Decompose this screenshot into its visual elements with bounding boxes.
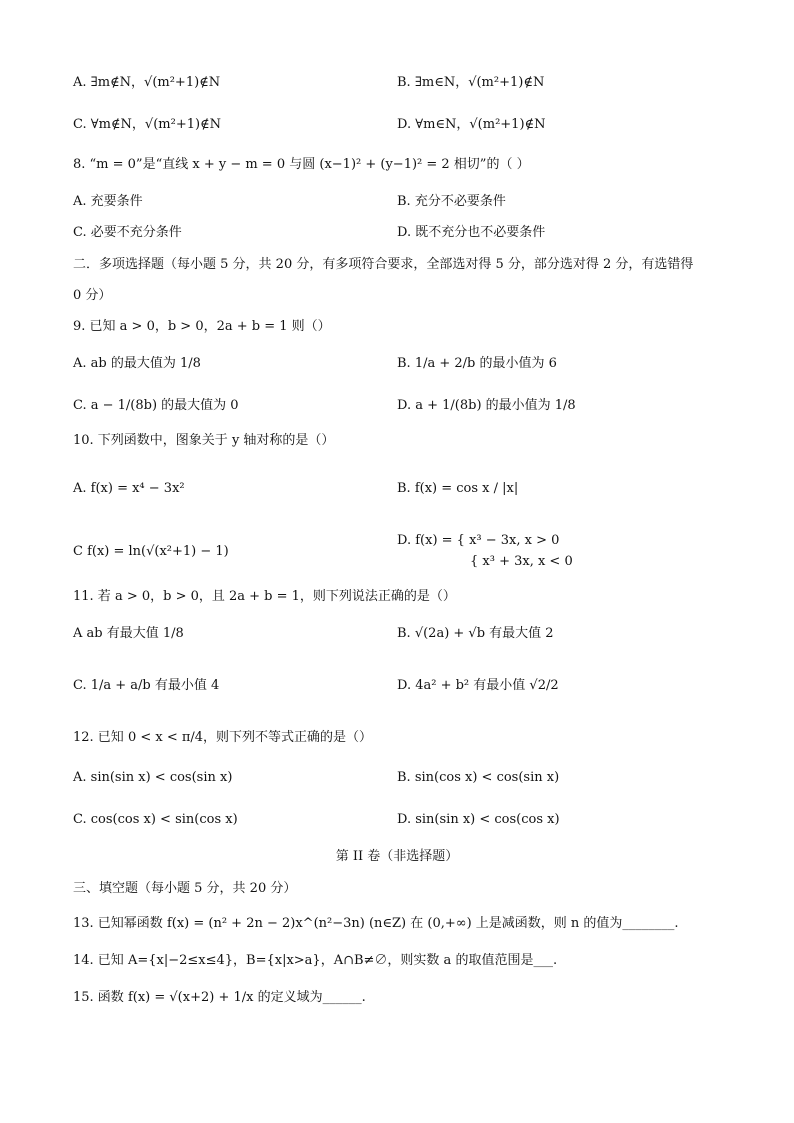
q11-option-b: B. √(2a) + √b 有最大值 2 <box>397 626 554 641</box>
q10-stem: 10. 下列函数中，图象关于 y 轴对称的是（） <box>73 433 335 448</box>
q14-stem: 14. 已知 A={x|−2≤x≤4}，B={x|x>a}，A∩B≠∅，则实数 a 的取值范围是___. <box>73 953 558 968</box>
q11-option-c: C. 1/a + a/b 有最小值 4 <box>73 678 220 693</box>
q12-stem: 12. 已知 0 < x < π/4，则下列不等式正确的是（） <box>73 730 373 745</box>
q11-stem: 11. 若 a > 0，b > 0，且 2a + b = 1，则下列说法正确的是（） <box>73 589 456 604</box>
q8-option-d: D. 既不充分也不必要条件 <box>397 225 546 240</box>
q11-option-d: D. 4a² + b² 有最小值 √2/2 <box>397 678 559 693</box>
q7-option-a: A. ∃m∉N，√(m²+1)∉N <box>73 75 221 90</box>
q12-option-d: D. sin(sin x) < cos(cos x) <box>397 812 560 827</box>
q10-option-d-line2: { x³ + 3x, x < 0 <box>470 554 573 569</box>
q9-option-b: B. 1/a + 2/b 的最小值为 6 <box>397 356 557 371</box>
q7-option-d: D. ∀m∈N，√(m²+1)∉N <box>397 117 546 132</box>
q12-option-a: A. sin(sin x) < cos(sin x) <box>73 770 233 785</box>
q13-stem: 13. 已知幂函数 f(x) = (n² + 2n − 2)x^(n²−3n) (n∈Z) 在 (0,+∞) 上是减函数，则 n 的值为________. <box>73 916 679 931</box>
q8-stem: 8. “m = 0”是“直线 x + y − m = 0 与圆 (x−1)² + (y−1)² = 2 相切”的（ ） <box>73 157 530 172</box>
q11-option-a: A ab 有最大值 1/8 <box>73 626 184 641</box>
q8-option-c: C. 必要不充分条件 <box>73 225 182 240</box>
q10-option-c: C f(x) = ln(√(x²+1) − 1) <box>73 544 229 559</box>
q10-option-b: B. f(x) = cos x / |x| <box>397 481 519 496</box>
section2-heading-cont: 0 分） <box>73 288 112 303</box>
q9-option-c: C. a − 1/(8b) 的最大值为 0 <box>73 398 239 413</box>
section2-heading: 二．多项选择题（每小题 5 分，共 20 分，有多项符合要求，全部选对得 5 分，部分选对得 2 分，有选错得 <box>73 257 694 272</box>
q15-stem: 15. 函数 f(x) = √(x+2) + 1/x 的定义域为______. <box>73 990 366 1005</box>
q10-option-a: A. f(x) = x⁴ − 3x² <box>73 481 185 496</box>
q12-option-c: C. cos(cos x) < sin(cos x) <box>73 812 238 827</box>
q10-option-d-line1: D. f(x) = { x³ − 3x, x > 0 <box>397 533 560 548</box>
q9-option-a: A. ab 的最大值为 1/8 <box>73 356 201 371</box>
section3-heading: 三、填空题（每小题 5 分，共 20 分） <box>73 881 297 896</box>
q8-option-a: A. 充要条件 <box>73 194 143 209</box>
q12-option-b: B. sin(cos x) < cos(sin x) <box>397 770 560 785</box>
part2-title: 第 II 卷（非选择题） <box>335 849 459 864</box>
q7-option-b: B. ∃m∈N，√(m²+1)∉N <box>397 75 545 90</box>
q9-option-d: D. a + 1/(8b) 的最小值为 1/8 <box>397 398 576 413</box>
q8-option-b: B. 充分不必要条件 <box>397 194 506 209</box>
q9-stem: 9. 已知 a > 0，b > 0，2a + b = 1 则（） <box>73 319 331 334</box>
q7-option-c: C. ∀m∉N，√(m²+1)∉N <box>73 117 222 132</box>
